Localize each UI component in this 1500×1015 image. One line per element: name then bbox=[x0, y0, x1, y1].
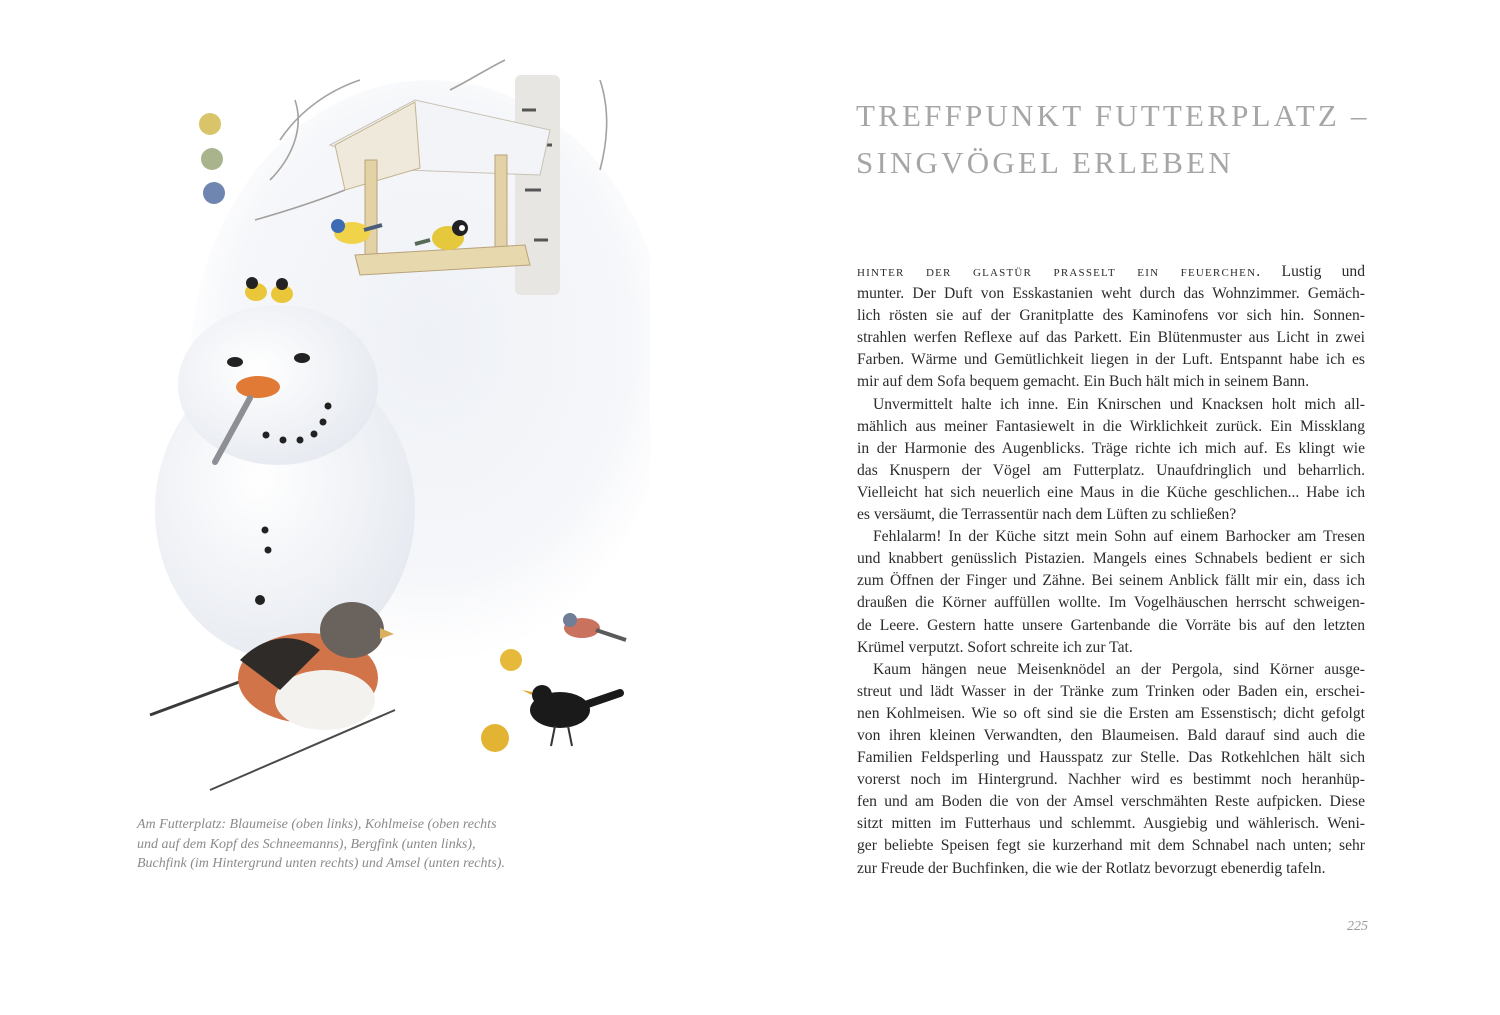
text-line: Vielleicht hat sich neuerlich eine Maus in die Küche geschlichen... Habe ich bbox=[857, 483, 1365, 501]
text-line: mählich aus meiner Fantasiewelt in die Wirklichkeit zurück. Ein Missklang bbox=[857, 417, 1365, 435]
text-line: Familien Feldsperling und Hausspatz zur Stelle. Das Rotkehlchen hält sich bbox=[857, 749, 1365, 767]
text-line: zum Öffnen der Finger und Zähne. Bei seinem Anblick fällt mir ein, dass ich bbox=[857, 572, 1365, 590]
text-line: Krümel verputzt. Sofort schreite ich zur Tat. bbox=[857, 638, 1133, 656]
text-line: mir auf dem Sofa bequem gemacht. Ein Buch hält mich in seinem Bann. bbox=[857, 373, 1310, 391]
text-line: draußen die Körner auffüllen wollte. Im Vogelhäuschen herrscht schweigen- bbox=[857, 594, 1365, 612]
swatch-blue bbox=[203, 182, 225, 204]
text-fragment: Lustig und bbox=[1261, 263, 1366, 280]
lead-in: hinter der glastür prasselt ein feuerchen. bbox=[857, 263, 1262, 280]
body-text bbox=[857, 261, 1365, 880]
blackbird bbox=[522, 685, 620, 746]
text-line: Kaum hängen neue Meisenknödel an der Pergola, sind Körner ausge- bbox=[873, 660, 1365, 678]
text-line: von ihren kleinen Verwandten, den Blaumeisen. Bald darauf sind auch die bbox=[857, 726, 1365, 744]
chapter-title bbox=[856, 92, 1416, 186]
text-line: und knabbert genüsslich Pistazien. Mangels eines Schnabels bedient er sich bbox=[857, 550, 1365, 568]
swatch-yellow bbox=[199, 113, 221, 135]
text-line bbox=[857, 261, 1365, 283]
text-line: streut und lädt Wasser in der Tränke zum Trinken oder Baden ein, erschei- bbox=[857, 682, 1365, 700]
caption-line: Am Futterplatz: Blaumeise (oben links), Kohlmeise (oben rechts bbox=[137, 817, 497, 832]
text-line: lich rösten sie auf der Granitplatte des Kaminofens vor sich hin. Sonnen- bbox=[857, 307, 1365, 325]
title-line: TREFFPUNKT FUTTERPLATZ – bbox=[856, 98, 1370, 133]
seed-ball bbox=[481, 724, 509, 752]
text-line: zur Freude der Buchfinken, die wie der Rotlatz bevorzugt ebenerdig tafeln. bbox=[857, 859, 1326, 877]
text-line: das Knuspern der Vögel am Futterplatz. Unaufdringlich und beharrlich. bbox=[857, 461, 1365, 479]
text-line: sitzt mitten im Futterhaus und schlemmt. Ausgiebig und wählerisch. Weni- bbox=[857, 815, 1365, 833]
chaffinch bbox=[563, 613, 626, 640]
text-line: vorerst noch im Hintergrund. Nachher wird es bestimmt noch heranhüp- bbox=[857, 771, 1365, 789]
caption-line: und auf dem Kopf des Schneemanns), Bergfink (unten links), bbox=[137, 836, 476, 852]
text-line: fen und am Boden die von der Amsel verschmähten Reste aufpicken. Diese bbox=[857, 793, 1365, 811]
title-line: SINGVÖGEL ERLEBEN bbox=[856, 145, 1234, 180]
text-line: nen Kohlmeisen. Wie so oft sind sie die Ersten am Essenstisch; dicht gefolgt bbox=[857, 704, 1365, 722]
figure-caption bbox=[137, 815, 557, 874]
page-number: 225 bbox=[1347, 919, 1368, 934]
right-page bbox=[750, 0, 1500, 1015]
text-line: in der Harmonie des Augenblicks. Träge richte ich mich auf. Es klingt wie bbox=[857, 439, 1365, 457]
seed-ball bbox=[500, 649, 522, 671]
text-line: munter. Der Duft von Esskastanien weht durch das Wohnzimmer. Gemäch- bbox=[857, 285, 1365, 303]
swatch-green bbox=[201, 148, 223, 170]
text-line: de Leere. Gestern hatte unsere Gartenbande die Vorräte bis auf den letzten bbox=[857, 616, 1365, 634]
watercolor-illustration bbox=[130, 50, 650, 810]
text-line: es versäumt, die Terrassentür nach dem Lüften zu schließen? bbox=[857, 506, 1237, 524]
text-line: strahlen werfen Reflexe auf das Parkett. Ein Blütenmuster aus Licht in zwei bbox=[857, 329, 1365, 347]
text-line: ger beliebte Speisen fegt sie kurzerhand mit dem Schnabel nach unten; sehr bbox=[857, 837, 1365, 855]
text-line: Unvermittelt halte ich inne. Ein Knirschen und Knacksen holt mich all- bbox=[873, 395, 1365, 413]
caption-line: Buchfink (im Hintergrund unten rechts) und Amsel (unten rechts). bbox=[137, 856, 505, 871]
text-line: Farben. Wärme und Gemütlichkeit liegen in der Luft. Entspannt habe ich es bbox=[857, 351, 1365, 369]
text-line: Fehlalarm! In der Küche sitzt mein Sohn auf einem Barhocker am Tresen bbox=[873, 528, 1365, 546]
